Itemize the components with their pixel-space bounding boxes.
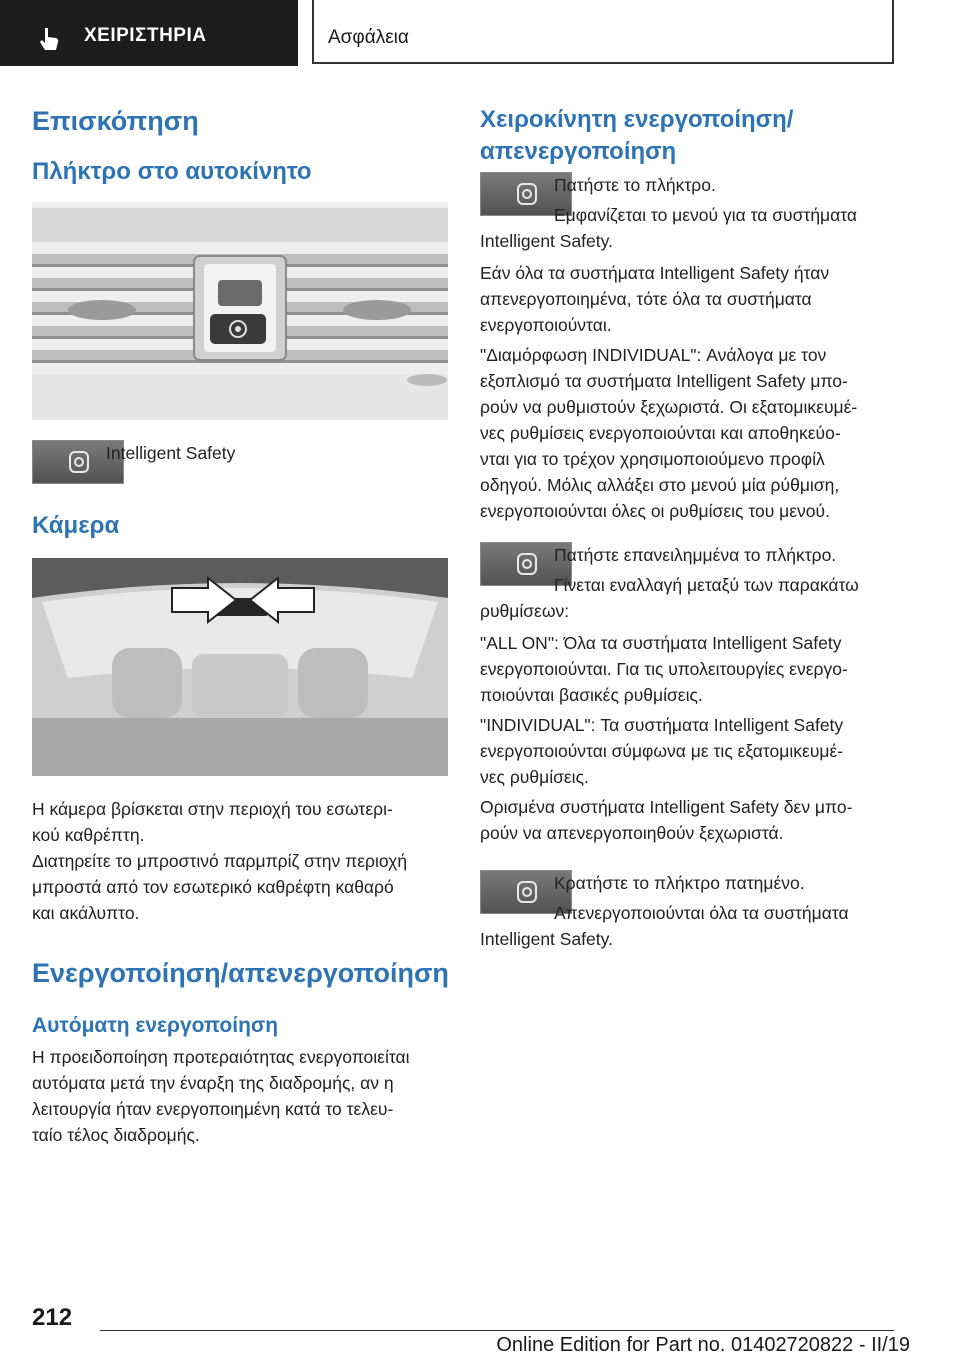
- tab-safety[interactable]: [312, 0, 894, 64]
- step2-paragraph-2: "ALL ON": Όλα τα συστήματα Intelligent Safety ενεργοποιούνται. Για τις υπολειτουργίες ενεργο- ποιούνται βασικές ρυθμίσεις.: [480, 633, 848, 705]
- step2-paragraph-4: Ορισμένα συστήματα Intelligent Safety δεν μπο- ρούν να απενεργοποιηθούν ξεχωριστά.: [480, 797, 853, 843]
- tab-safety-label: Ασφάλεια: [328, 27, 409, 48]
- heading-camera: Κάμερα: [32, 512, 120, 539]
- step1-paragraph-3: "Διαμόρφωση INDIVIDUAL": Ανάλογα με τον εξοπλισμό τα συστήματα Intelligent Safety μπο- ρούν να ρυθμιστούν ξεχωριστά. Οι εξατομικευμέ- νες ρυθμίσεις ενεργοποιούνται και αποθηκεύο- νται για το τρέχον χρησιμοποιούμενο προφίλ οδηγού. Μόλις αλλάξει στο μενού μία ρύθμιση, ενεργοποιούνται όλες οι ρυθμίσεις του μενού.: [480, 345, 858, 521]
- step2-result: Γίνεται εναλλαγή μεταξύ των παρακάτω ρυθμίσεων:: [480, 575, 859, 621]
- step1-instruction: Πατήστε το πλήκτρο.: [554, 175, 716, 195]
- heading-button-in-car: Πλήκτρο στο αυτοκίνητο: [32, 158, 312, 185]
- tab-controls-label: ΧΕΙΡΙΣΤΗΡΙΑ: [84, 25, 207, 46]
- button-caption: Intelligent Safety: [106, 443, 236, 463]
- step2-paragraph-3: "INDIVIDUAL": Τα συστήματα Intelligent Safety ενεργοποιούνται σύμφωνα με τις εξατομικευμέ- νες ρυθμίσεις.: [480, 715, 844, 787]
- camera-paragraph-1: Η κάμερα βρίσκεται στην περιοχή του εσωτερι- κού καθρέπτη.: [32, 799, 393, 845]
- page-header: [0, 0, 960, 66]
- step2-instruction: Πατήστε επανειλημμένα το πλήκτρο.: [554, 545, 837, 565]
- footer-divider: [100, 1330, 894, 1331]
- heading-activation: Ενεργοποίηση/απενεργοποίηση: [32, 958, 449, 988]
- step3-result: Απενεργοποιούνται όλα τα συστήματα Intelligent Safety.: [480, 903, 849, 949]
- pointing-hand-icon: [36, 26, 62, 52]
- heading-overview: Επισκόπηση: [32, 106, 199, 136]
- camera-location-photo: [32, 558, 448, 776]
- button-location-photo: [32, 202, 448, 420]
- page-number: 212: [32, 1304, 73, 1331]
- step3-instruction: Κρατήστε το πλήκτρο πατημένο.: [554, 873, 805, 893]
- step1-result: Εμφανίζεται το μενού για τα συστήματα Intelligent Safety.: [480, 205, 858, 251]
- heading-manual-activation: Χειροκίνητη ενεργοποίηση/ απενεργοποίηση: [480, 106, 794, 165]
- edition-info: Online Edition for Part no. 01402720822 - II/19: [496, 1334, 910, 1356]
- heading-auto-activation: Αυτόματη ενεργοποίηση: [32, 1014, 279, 1037]
- camera-paragraph-2: Διατηρείτε το μπροστινό παρμπρίζ στην περιοχή μπροστά από τον εσωτερικό καθρέφτη καθαρό και ακάλυπτο.: [32, 851, 408, 923]
- auto-activation-paragraph: Η προειδοποίηση προτεραιότητας ενεργοποιείται αυτόματα μετά την έναρξη της διαδρομής, αν η λειτουργία ήταν ενεργοποιημένη κατά το τελευ- ταίο τέλος διαδρομής.: [32, 1047, 410, 1145]
- intelligent-safety-icon: [69, 451, 89, 473]
- step1-paragraph-2: Εάν όλα τα συστήματα Intelligent Safety ήταν απενεργοποιημένα, τότε όλα τα συστήματα ενεργοποιούνται.: [480, 263, 830, 335]
- tab-controls[interactable]: [0, 0, 298, 66]
